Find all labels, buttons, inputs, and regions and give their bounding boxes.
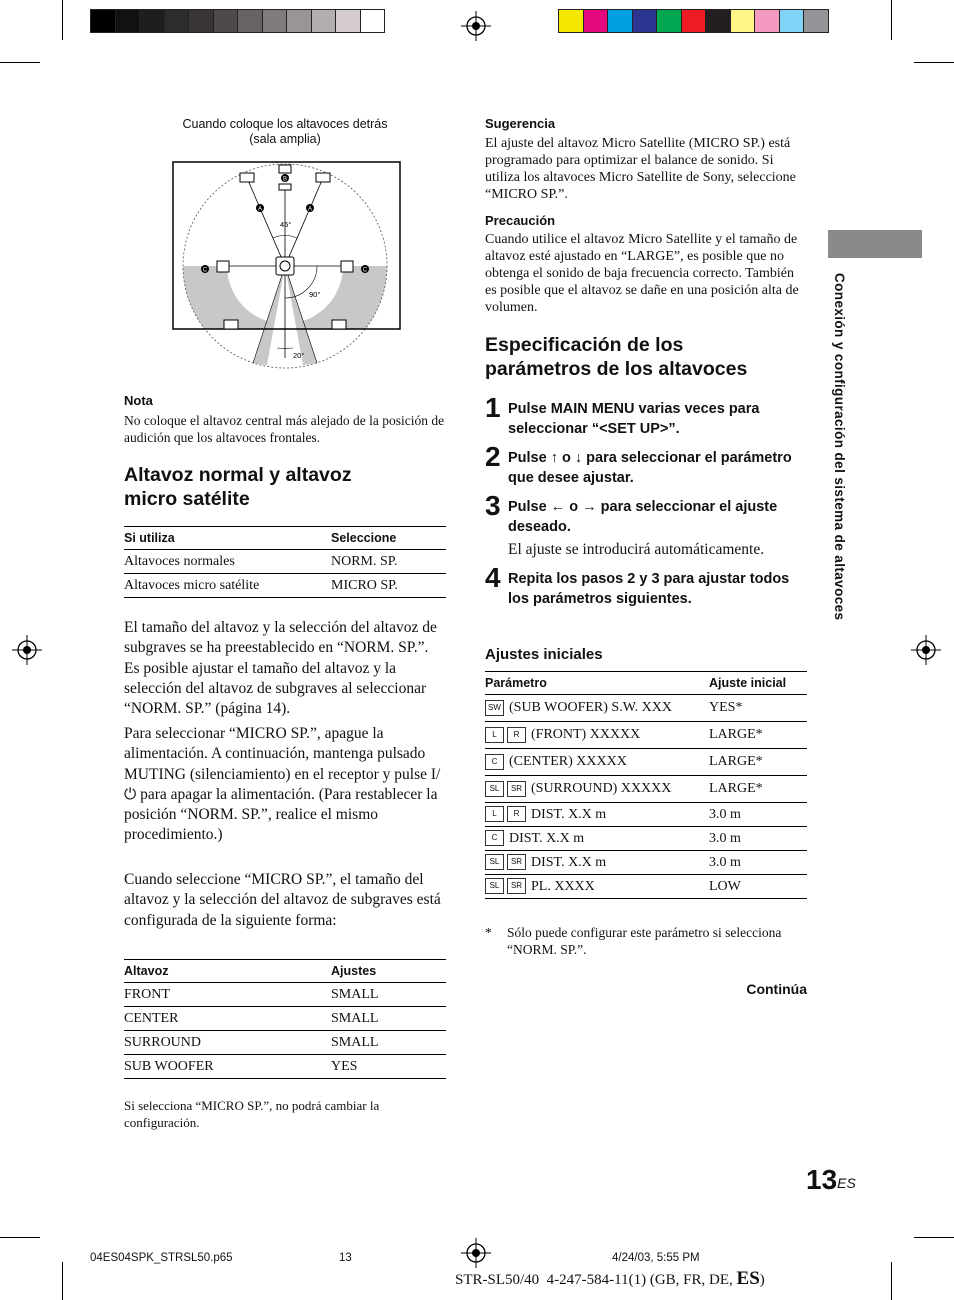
registration-mark-icon (461, 11, 491, 41)
table-row (485, 827, 807, 851)
calibration-swatch (681, 9, 707, 33)
calibration-swatch (311, 9, 337, 33)
page-suffix: ES (837, 1175, 856, 1191)
crop-mark (0, 1237, 40, 1238)
footer-page: 13 (339, 1252, 352, 1264)
speaker-type-table (124, 526, 446, 598)
crop-mark (62, 1262, 63, 1300)
page-number-value: 13 (806, 1164, 838, 1195)
angle-45-label: 45° (280, 220, 292, 229)
footer-model (455, 1268, 765, 1290)
registration-mark-icon (12, 635, 42, 665)
table-cell (485, 776, 709, 803)
parameter-value: LARGE* (709, 722, 807, 749)
label-b: B (282, 176, 288, 183)
parameter-value: YES* (709, 695, 807, 722)
initial-settings-table (485, 671, 807, 899)
table-row (124, 1055, 446, 1079)
parameter-name: PL. XXXX (531, 878, 595, 894)
calibration-swatch (139, 9, 165, 33)
label-c: C (202, 267, 208, 274)
continua-label: Continúa (746, 981, 807, 997)
table-cell: CENTER (124, 1007, 331, 1031)
section-title-line: Altavoz normal y altavoz (124, 464, 352, 486)
caption-line: (sala amplia) (249, 132, 321, 146)
table-row (485, 803, 807, 827)
speaker-r-icon: R (507, 727, 526, 743)
speaker-c-icon: C (485, 830, 504, 846)
table-header: Ajuste inicial (709, 672, 807, 695)
table-row (124, 550, 446, 574)
speaker-sr-icon: SR (507, 878, 526, 894)
calibration-swatch (115, 9, 141, 33)
step-text: Pulse ← o → para seleccionar el ajuste deseado. (508, 499, 778, 535)
calibration-swatch (754, 9, 780, 33)
crop-mark (914, 1237, 954, 1238)
table-row (485, 776, 807, 803)
parameter-name: DIST. X.X m (531, 854, 607, 870)
step-number: 2 (485, 441, 501, 472)
table-header: Ajustes (331, 960, 446, 983)
speaker-c-icon: C (485, 754, 504, 770)
table-header-row (124, 960, 446, 983)
table-row (485, 749, 807, 776)
precaucion-text: Cuando utilice el altavoz Micro Satellite y el tamaño de altavoz esté ajustado en “LARGE”, es posible que no obtenga el sonido de baja frecuencia correcto. También es posible que el altavoz se dañe en una posición alta de volumen. (485, 232, 799, 315)
footer-date: 4/24/03, 5:55 PM (612, 1252, 700, 1264)
micro-settings-table (124, 959, 446, 1079)
diagram-caption (162, 117, 408, 147)
speaker-placement-diagram (165, 158, 405, 373)
footer-model-es: ES (736, 1268, 760, 1289)
calibration-swatch (803, 9, 829, 33)
table-cell: Altavoces micro satélite (124, 574, 331, 598)
step-number: 3 (485, 490, 501, 521)
step3-note: El ajuste se introducirá automáticamente. (508, 541, 765, 558)
caption-line: Cuando coloque los altavoces detrás (182, 117, 388, 131)
table-row (124, 983, 446, 1007)
section-title-altavoz (124, 463, 454, 511)
crop-mark (914, 62, 954, 63)
gray-calibration-bar (90, 9, 384, 33)
section-title-especificacion (485, 333, 815, 381)
section-title-line: micro satélite (124, 488, 250, 510)
table-row (485, 722, 807, 749)
angle-20-label: 20° (293, 351, 305, 360)
parameter-value: LARGE* (709, 776, 807, 803)
table-header-row (124, 527, 446, 550)
table-cell (485, 851, 709, 875)
step-text: Repita los pasos 2 y 3 para ajustar todos los parámetros siguientes. (508, 571, 790, 607)
crop-mark (62, 0, 63, 40)
table-cell (485, 722, 709, 749)
step-number: 4 (485, 562, 501, 593)
sugerencia-text: El ajuste del altavoz Micro Satellite (MICRO SP.) está programado para optimizar el balance de sonido. Si utiliza los altavoces Micro Satellite de Sony, seleccione “MICRO SP.”. (485, 136, 796, 202)
calibration-swatch (558, 9, 584, 33)
angle-90-label: 90° (309, 290, 321, 299)
calibration-swatch (607, 9, 633, 33)
table-row (124, 1007, 446, 1031)
asterisk-note-text: Sólo puede configurar este parámetro si selecciona “NORM. SP.”. (507, 925, 782, 957)
parameter-value: LARGE* (709, 749, 807, 776)
table-cell: SUB WOOFER (124, 1055, 331, 1079)
precaucion-title: Precaución (485, 213, 556, 228)
crop-mark (891, 0, 892, 40)
calibration-swatch (262, 9, 288, 33)
label-a: A (257, 206, 263, 213)
table-header: Parámetro (485, 672, 709, 695)
speaker-l-icon: L (485, 727, 504, 743)
registration-mark-icon (911, 635, 941, 665)
table-row (124, 574, 446, 598)
section-title-line: Especificación de los (485, 334, 684, 356)
label-a: A (307, 206, 313, 213)
parameter-value: 3.0 m (709, 803, 807, 827)
table-row (485, 851, 807, 875)
parameter-name: (SURROUND) XXXXX (531, 781, 672, 797)
table-cell: SMALL (331, 1007, 446, 1031)
parameter-value: 3.0 m (709, 851, 807, 875)
calibration-swatch (188, 9, 214, 33)
calibration-swatch (583, 9, 609, 33)
table-cell: MICRO SP. (331, 574, 446, 598)
table-cell (485, 827, 709, 851)
table-cell (485, 875, 709, 899)
speaker-sr-icon: SR (507, 781, 526, 797)
parameter-name: (FRONT) XXXXX (531, 727, 641, 743)
label-c: C (362, 267, 368, 274)
crop-mark (891, 1262, 892, 1300)
step-text: Pulse ↑ o ↓ para seleccionar el parámetro que desee ajustar. (508, 450, 792, 486)
nota-title: Nota (124, 393, 153, 408)
parameter-name: (SUB WOOFER) S.W. XXX (509, 700, 672, 716)
step-text: Pulse MAIN MENU varias veces para seleccionar “<SET UP>”. (508, 401, 760, 437)
table-header: Si utiliza (124, 527, 331, 550)
table-cell: YES (331, 1055, 446, 1079)
crop-mark (0, 62, 40, 63)
speaker-r-icon: R (507, 806, 526, 822)
page-number (806, 1164, 856, 1196)
footer-model-text: STR-SL50/40 4-247-584-11(1) (GB, FR, DE, (455, 1272, 737, 1288)
table-header: Seleccione (331, 527, 446, 550)
speaker-sr-icon: SR (507, 854, 526, 870)
table-row (124, 1031, 446, 1055)
ajustes-title: Ajustes iniciales (485, 646, 603, 663)
calibration-swatch (632, 9, 658, 33)
footer-model-end: ) (759, 1272, 765, 1288)
calibration-swatch (286, 9, 312, 33)
section-title-line: parámetros de los altavoces (485, 358, 748, 380)
table-cell: SMALL (331, 1031, 446, 1055)
calibration-swatch (656, 9, 682, 33)
calibration-swatch (213, 9, 239, 33)
calibration-swatch (335, 9, 361, 33)
paragraph: Cuando seleccione “MICRO SP.”, el tamaño del altavoz y la selección del altavoz de subgraves está configurada de la siguiente forma: (124, 871, 441, 929)
speaker-l-icon: L (485, 806, 504, 822)
paragraph: Para seleccionar “MICRO SP.”, apague la alimentación. A continuación, mantenga pulsado MUTING (silenciamiento) en el receptor y pulse I/⏻ para apagar la alimentación. (Para restablecer la posición “NORM. SP.”, realice el mismo procedimiento.) (124, 725, 441, 844)
table-row (485, 695, 807, 722)
calibration-swatch (730, 9, 756, 33)
section-tab (828, 230, 922, 258)
micro-footnote: Si selecciona “MICRO SP.”, no podrá cambiar la configuración. (124, 1098, 380, 1130)
table-cell (485, 803, 709, 827)
speaker-sw-icon: SW (485, 700, 504, 716)
table-cell: Altavoces normales (124, 550, 331, 574)
calibration-swatch (164, 9, 190, 33)
table-header: Altavoz (124, 960, 331, 983)
parameter-value: LOW (709, 875, 807, 899)
table-cell: FRONT (124, 983, 331, 1007)
table-cell: SURROUND (124, 1031, 331, 1055)
table-cell (485, 749, 709, 776)
speaker-sl-icon: SL (485, 878, 504, 894)
table-cell (485, 695, 709, 722)
footer-file: 04ES04SPK_STRSL50.p65 (90, 1252, 233, 1264)
table-header-row (485, 672, 807, 695)
speaker-sl-icon: SL (485, 854, 504, 870)
paragraph: El tamaño del altavoz y la selección del altavoz de subgraves se ha preestablecido en “NORM. SP.”. Es posible ajustar el tamaño del altavoz y la selección del altavoz de subgraves al seleccionar “NORM. SP.” (página 14). (124, 619, 437, 718)
parameter-name: (CENTER) XXXXX (509, 754, 627, 770)
registration-mark-icon (461, 1238, 491, 1268)
nota-text: No coloque el altavoz central más alejado de la posición de audición que los altavoces frontales. (124, 413, 445, 445)
asterisk-mark: * (485, 925, 492, 940)
speaker-sl-icon: SL (485, 781, 504, 797)
step-number: 1 (485, 392, 501, 423)
calibration-swatch (237, 9, 263, 33)
calibration-swatch (360, 9, 386, 33)
asterisk-note (485, 925, 785, 958)
calibration-swatch (90, 9, 116, 33)
table-row (485, 875, 807, 899)
chapter-vertical-title: Conexión y configuración del sistema de altavoces (832, 273, 847, 621)
table-cell: NORM. SP. (331, 550, 446, 574)
table-cell: SMALL (331, 983, 446, 1007)
calibration-swatch (779, 9, 805, 33)
parameter-value: 3.0 m (709, 827, 807, 851)
calibration-swatch (705, 9, 731, 33)
parameter-name: DIST. X.X m (509, 830, 585, 846)
color-calibration-bar (558, 9, 828, 33)
sugerencia-title: Sugerencia (485, 116, 556, 131)
parameter-name: DIST. X.X m (531, 806, 607, 822)
